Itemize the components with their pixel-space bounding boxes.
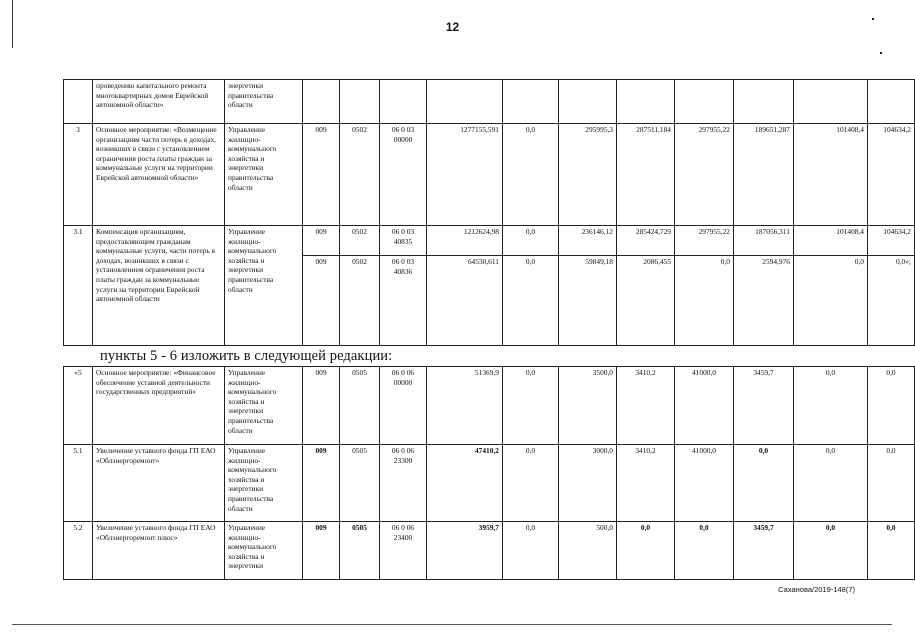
grbs-code: 009 [303, 445, 340, 522]
value-total: 64530,611 [467, 257, 499, 266]
value-total: 51369,9 [427, 367, 503, 445]
target-article-code: 06 0 03 40836 [391, 257, 415, 276]
table-row [64, 522, 915, 580]
scan-bottom-rule [12, 624, 892, 625]
responsible-agency: Управление жилищно-коммунального хозяйства и энергетики правительства области [225, 367, 303, 445]
value-cell: 0,0 [854, 257, 864, 266]
value-cell: 236146,12 [559, 226, 616, 256]
value-total: 47410,2 [427, 445, 503, 522]
value-cell: 0,0 [868, 367, 915, 445]
value-cell: 0,0 [734, 445, 794, 522]
activity-name: Компенсация организациям, предоставляющим гражданам коммунальные услуги, части потерь в доходах, возникших в связи с установлением ограничения роста платы граждан за коммунальные услуги на территории Еврейской автономной области [93, 226, 225, 346]
target-article-code: 06 0 06 00000 [380, 367, 427, 445]
grbs-code: 009 [303, 522, 340, 580]
value-cell: 0,0 [794, 367, 868, 445]
responsible-agency: Управление жилищно-коммунального хозяйства и энергетики правительства области [225, 445, 303, 522]
responsible-agency: Управление жилищно-коммунального хозяйства и энергетики правительства области [225, 124, 303, 226]
activity-name: проведению капитального ремонта многоквартирных домов Еврейской автономной области» [93, 80, 225, 124]
section-code: 0502 [340, 124, 380, 226]
row-number: 3 [64, 124, 93, 226]
value-total: 1277155,591 [427, 124, 503, 226]
value-cell: 0,0 [503, 226, 558, 256]
value-cell: 297955,22 [675, 124, 734, 226]
value-cell: 0,0 [868, 445, 915, 522]
row-number [64, 80, 93, 124]
section-code: 0505 [340, 522, 380, 580]
value-cell: 41000,0 [675, 367, 734, 445]
value-cell: 104634,2 [868, 226, 914, 256]
grbs-code: 009 [303, 226, 339, 256]
value-cell: 101408,4 [794, 226, 867, 256]
activity-name: Основное мероприятие: «Финансовое обеспечение уставной деятельности государственных предприятий» [93, 367, 225, 445]
value-cell: 41000,0 [675, 445, 734, 522]
value-total: 1212624,98 [427, 226, 502, 256]
value-cell: 0,0 [794, 522, 868, 580]
value-cell: 3410,2 [617, 445, 675, 522]
value-cell: 297955,22 [675, 226, 733, 256]
value-cell: 101408,4 [794, 124, 868, 226]
value-cell: 104634,2 [868, 124, 915, 226]
value-cell: 0,0 [720, 257, 730, 266]
grbs-code: 009 [303, 124, 340, 226]
value-cell: 59849,18 [585, 257, 613, 266]
row-number: 5.1 [64, 445, 93, 522]
value-cell: 0,0»; [896, 257, 911, 266]
value-cell: 2594,976 [762, 257, 790, 266]
table-row [64, 367, 915, 445]
value-cell: 0,0 [503, 445, 559, 522]
value-cell: 3459,7 [734, 522, 794, 580]
value-cell: 3459,7 [734, 367, 794, 445]
activity-name: Увеличение уставного фонда ГП ЕАО «Облэнергоремонт» [93, 445, 225, 522]
responsible-agency: энергетики правительства области [225, 80, 303, 124]
grbs-code: 009 [315, 257, 327, 266]
table-row [64, 226, 915, 346]
value-cell: 187056,311 [734, 226, 793, 256]
row-number: 3.1 [64, 226, 93, 346]
value-cell: 3000,0 [559, 445, 617, 522]
value-cell: 189651,287 [734, 124, 794, 226]
section-code: 0505 [340, 445, 380, 522]
value-cell: 295995,3 [559, 124, 617, 226]
row-number: «5 [64, 367, 93, 445]
value-total: 3959,7 [427, 522, 503, 580]
value-cell: 3410,2 [617, 367, 675, 445]
value-cell: 3500,0 [559, 367, 617, 445]
value-cell: 0,0 [794, 445, 868, 522]
target-article-code: 06 0 06 23400 [380, 522, 427, 580]
value-cell: 287511,184 [617, 124, 675, 226]
section-code: 0505 [340, 367, 380, 445]
value-cell: 500,0 [559, 522, 617, 580]
value-cell: 0,0 [503, 124, 559, 226]
value-cell: 0,0 [675, 522, 734, 580]
responsible-agency: Управление жилищно-коммунального хозяйства и энергетики [225, 522, 303, 580]
section-code: 0502 [340, 226, 379, 256]
table-row [64, 445, 915, 522]
activity-name: Увеличение уставного фонда ГП ЕАО «Облэнергоремонт плюс» [93, 522, 225, 580]
responsible-agency: Управление жилищно-коммунального хозяйства и энергетики правительства области [225, 226, 303, 346]
grbs-code: 009 [303, 367, 340, 445]
value-cell: 285424,729 [617, 226, 674, 256]
budget-table-amended [63, 366, 915, 580]
target-article-code: 06 0 06 23300 [380, 445, 427, 522]
target-article-code: 06 0 03 40835 [380, 226, 426, 256]
value-cell: 2086,455 [643, 257, 671, 266]
value-cell: 0,0 [617, 522, 675, 580]
activity-name: Основное мероприятие: «Возмещение организациям части потерь в доходах, возникших в связи с установлением ограничения роста платы граждан за коммунальные услуги на территории Еврейской автономной области» [93, 124, 225, 226]
value-cell: 0,0 [503, 522, 559, 580]
value-cell: 0,0 [503, 367, 559, 445]
page-number: 12 [445, 20, 460, 34]
scan-speck [880, 52, 882, 54]
row-number: 5.2 [64, 522, 93, 580]
table-row [64, 124, 915, 226]
document-code: Саханова/2019-148(7) [778, 585, 855, 594]
value-cell: 0,0 [868, 522, 915, 580]
value-cell: 0,0 [525, 257, 536, 266]
amendment-heading: пункты 5 - 6 изложить в следующей редакции: [100, 348, 393, 364]
target-article-code: 06 0 03 00000 [380, 124, 427, 226]
section-code: 0502 [352, 257, 367, 266]
budget-table-continued [63, 79, 915, 346]
table-row [64, 80, 915, 124]
